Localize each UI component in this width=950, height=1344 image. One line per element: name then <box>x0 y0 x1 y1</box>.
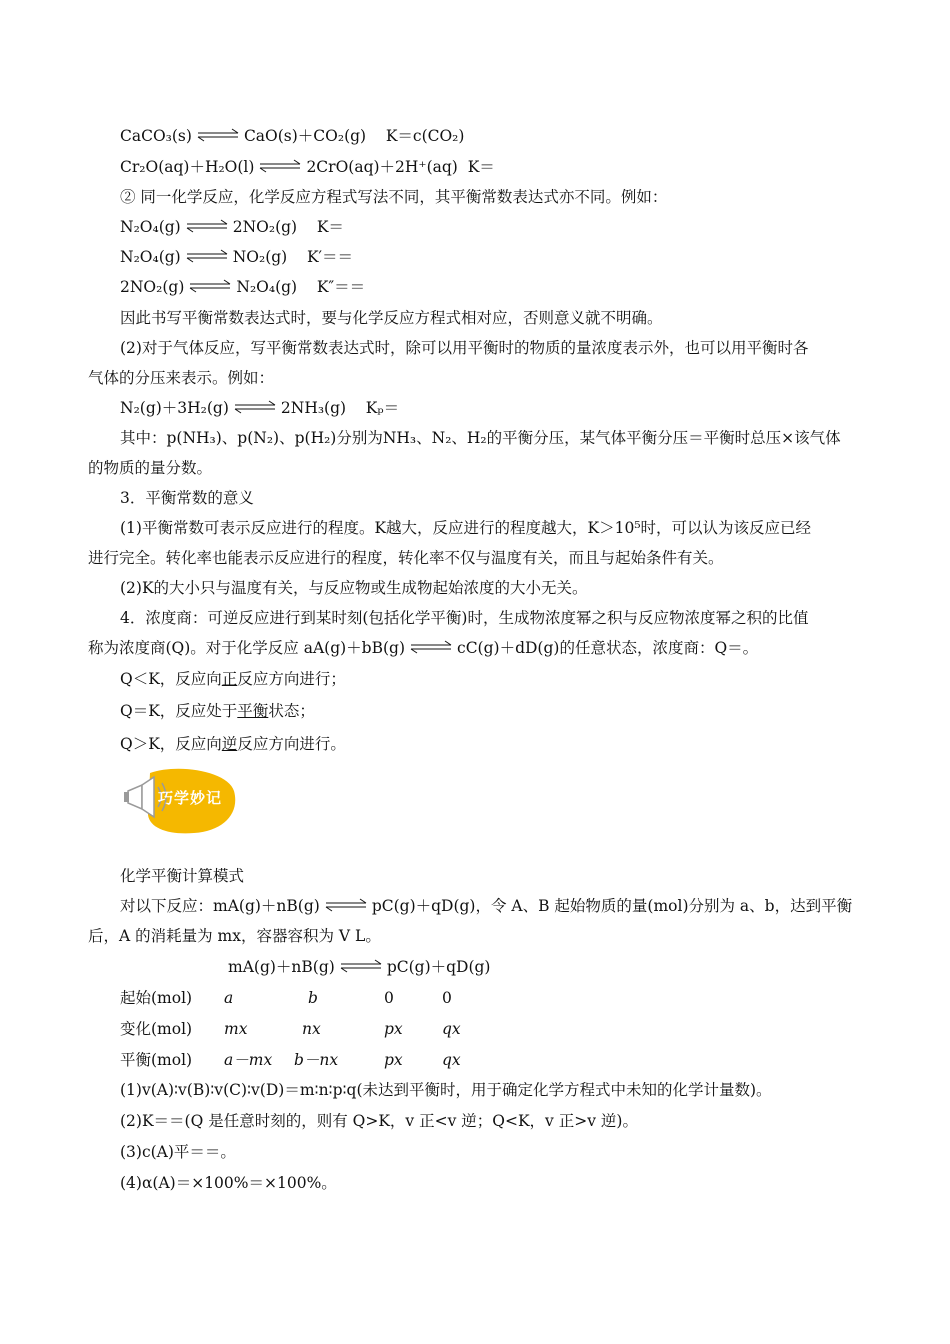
k-expression: K＝c(CO₂) <box>385 127 465 145</box>
equilibrium-arrow-icon <box>409 640 453 654</box>
reactant-text: N₂O₄(g) <box>120 218 181 236</box>
paragraph-line: 4．浓度商：可逆反应进行到某时刻(包括化学平衡)时，生成物浓度幂之积与反应物浓度幂之积的比值 <box>120 609 809 627</box>
paragraph-line <box>120 701 865 721</box>
reactant-text: Cr₂O(aq)＋H₂O(l) <box>120 158 255 176</box>
paragraph-line: 气体的分压来表示。例如： <box>88 369 275 387</box>
text-span: 称为浓度商(Q)。对于化学反应 aA(g)＋bB(g) <box>88 639 406 657</box>
section-heading: 3．平衡常数的意义 <box>120 489 254 507</box>
cell-a: mx <box>224 1020 248 1038</box>
text-span: 状态； <box>268 702 315 720</box>
paragraph-line <box>120 734 865 754</box>
product-text: pC(g)＋qD(g) <box>386 958 491 976</box>
cell-a: a－mx <box>224 1051 273 1069</box>
k-expression: K′＝＝ <box>306 248 354 266</box>
cell-c: px <box>384 1020 403 1038</box>
product-text: NO₂(g) <box>232 248 288 266</box>
row-label: 起始(mol) <box>120 989 193 1007</box>
equilibrium-arrow-icon <box>185 249 229 263</box>
k-expression: K＝ <box>316 218 344 236</box>
formula-line: (1)v(A)∶v(B)∶v(C)∶v(D)＝m∶n∶p∶q(未达到平衡时，用于确定化学方程式中未知的化学计量数)。 <box>120 1081 772 1099</box>
paragraph-line: ② 同一化学反应，化学反应方程式写法不同，其平衡常数表达式亦不同。例如： <box>120 188 668 206</box>
row-label: 平衡(mol) <box>120 1051 193 1069</box>
cell-d: qx <box>442 1051 461 1069</box>
paragraph-line: (2)对于气体反应，写平衡常数表达式时，除可以用平衡时的物质的量浓度表示外，也可以用平衡时各 <box>120 339 809 357</box>
k-expression: K″＝＝ <box>316 278 366 296</box>
section-heading: 化学平衡计算模式 <box>120 867 245 885</box>
reactant-text: N₂(g)＋3H₂(g) <box>120 399 229 417</box>
cell-b: b－nx <box>294 1051 339 1069</box>
reactant-text: N₂O₄(g) <box>120 248 181 266</box>
paragraph-line <box>120 669 865 689</box>
paragraph-line: (1)平衡常数可表示反应进行的程度。K越大，反应进行的程度越大，K＞10⁵时，可以认为该反应已经 <box>120 519 812 537</box>
product-text: 2CrO(aq)＋2H⁺(aq) <box>306 158 458 176</box>
cell-c: px <box>384 1051 403 1069</box>
text-span: 反应方向进行。 <box>237 735 346 753</box>
text-span: Q＜K，反应向 <box>120 670 222 688</box>
equilibrium-arrow-icon <box>339 959 383 973</box>
underlined-answer: 逆 <box>221 735 238 753</box>
paragraph-line <box>88 638 868 658</box>
equilibrium-arrow-icon <box>188 279 232 293</box>
badge-label: 巧学妙记 <box>158 789 223 807</box>
equation-general <box>228 957 950 977</box>
cell-d: 0 <box>442 989 452 1007</box>
paragraph-line: 的物质的量分数。 <box>88 459 213 477</box>
cell-a: a <box>224 989 234 1007</box>
formula-line: (3)c(A)平＝＝。 <box>120 1143 236 1161</box>
text-span: Q＝K，反应处于 <box>120 702 238 720</box>
paragraph-line: 其中：p(NH₃)、p(N₂)、p(H₂)分别为NH₃、N₂、H₂的平衡分压，某气体平衡分压＝平衡时总压×该气体 <box>120 429 841 447</box>
reactant-text: mA(g)＋nB(g) <box>228 958 335 976</box>
equation-n2o4-1 <box>120 217 865 237</box>
reactant-text: 2NO₂(g) <box>120 278 185 296</box>
equation-cr2o <box>120 157 865 177</box>
paragraph-line <box>120 896 865 916</box>
text-span: Q＞K，反应向 <box>120 735 222 753</box>
text-span: pC(g)＋qD(g)，令 A、B 起始物质的量(mol)分别为 a、b，达到平衡 <box>371 897 853 915</box>
product-text: CaO(s)＋CO₂(g) <box>243 127 367 145</box>
product-text: 2NH₃(g) <box>280 399 347 417</box>
equation-no2 <box>120 277 865 297</box>
equilibrium-arrow-icon <box>258 159 302 173</box>
cell-b: nx <box>302 1020 321 1038</box>
equation-n2o4-2 <box>120 247 865 267</box>
cell-d: qx <box>442 1020 461 1038</box>
equation-nh3 <box>120 398 865 418</box>
text-span: cC(g)＋dD(g)的任意状态，浓度商：Q＝。 <box>457 639 759 657</box>
row-label: 变化(mol) <box>120 1020 193 1038</box>
product-text: 2NO₂(g) <box>232 218 298 236</box>
paragraph-line: 进行完全。转化率也能表示反应进行的程度，转化率不仅与温度有关，而且与起始条件有关。 <box>88 549 724 567</box>
paragraph-line: (2)K的大小只与温度有关，与反应物或生成物起始浓度的大小无关。 <box>120 579 588 597</box>
paragraph-line: 后，A 的消耗量为 mx，容器容积为 V L。 <box>88 927 381 945</box>
equilibrium-arrow-icon <box>185 219 229 233</box>
underlined-answer: 正 <box>221 670 238 688</box>
text-span: 反应方向进行； <box>237 670 346 688</box>
cell-c: 0 <box>384 989 394 1007</box>
equation-caco3 <box>120 126 865 146</box>
formula-line: (2)K＝＝(Q 是任意时刻的，则有 Q>K，v 正<v 逆；Q<K，v 正>v 逆)。 <box>120 1112 638 1130</box>
underlined-answer: 平衡 <box>237 702 269 720</box>
reactant-text: CaCO₃(s) <box>120 127 192 145</box>
text-span: 对以下反应：mA(g)＋nB(g) <box>120 897 320 915</box>
formula-line: (4)α(A)＝×100%＝×100%。 <box>120 1174 337 1192</box>
product-text: N₂O₄(g) <box>236 278 298 296</box>
paragraph-line: 因此书写平衡常数表达式时，要与化学反应方程式相对应，否则意义就不明确。 <box>120 309 663 327</box>
cell-b: b <box>308 989 318 1007</box>
equilibrium-arrow-icon <box>196 128 240 142</box>
k-expression: Kₚ＝ <box>365 399 400 417</box>
k-expression: K＝ <box>467 158 495 176</box>
equilibrium-arrow-icon <box>324 898 368 912</box>
equilibrium-arrow-icon <box>233 400 277 414</box>
